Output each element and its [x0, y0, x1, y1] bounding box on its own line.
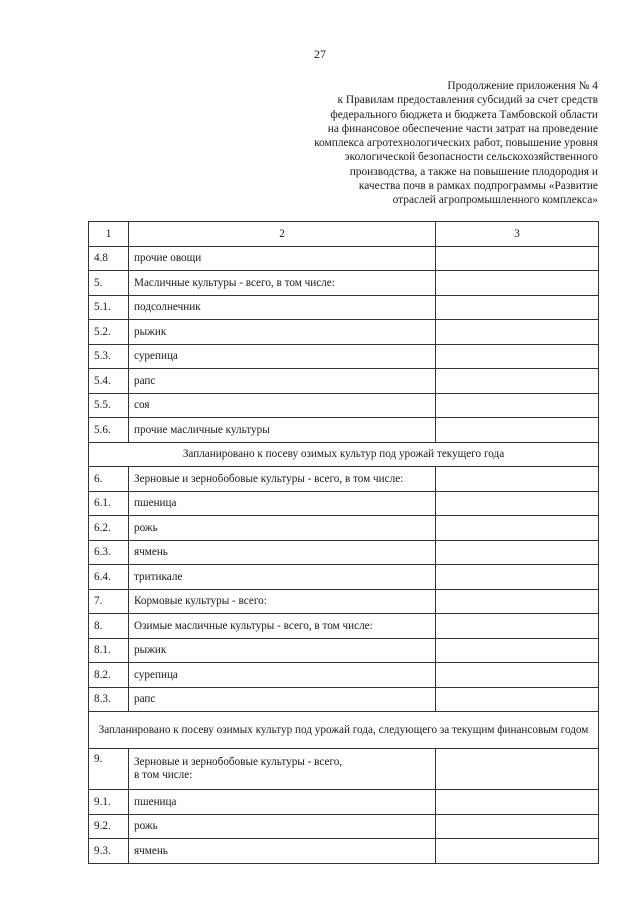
row-text: тритикале — [129, 565, 436, 590]
row-number: 6.4. — [89, 565, 129, 590]
table-row — [89, 814, 599, 839]
header-note-line: комплекса агротехнологических работ, повышение уровня — [314, 137, 598, 150]
table-row — [89, 516, 599, 541]
table-row — [89, 687, 599, 712]
table-row — [89, 540, 599, 565]
row-text: Кормовые культуры - всего: — [129, 589, 436, 614]
row-text-line: Зерновые и зернобобовые культуры - всего, — [134, 756, 343, 768]
row-text: рапс — [129, 687, 436, 712]
row-value — [436, 565, 599, 590]
row-value — [436, 344, 599, 369]
section-title: Запланировано к посеву озимых культур под урожай года, следующего за текущим финансовым годом — [89, 712, 599, 749]
table-row — [89, 369, 599, 394]
row-text — [129, 749, 436, 790]
table-row — [89, 638, 599, 663]
section-header-row — [89, 442, 599, 467]
row-value — [436, 540, 599, 565]
row-text: рожь — [129, 814, 436, 839]
row-number: 5.4. — [89, 369, 129, 394]
row-number: 8.1. — [89, 638, 129, 663]
row-value — [436, 790, 599, 815]
row-number: 8.3. — [89, 687, 129, 712]
table-row — [89, 467, 599, 492]
row-value — [436, 295, 599, 320]
row-value — [436, 393, 599, 418]
row-text: Озимые масличные культуры - всего, в том числе: — [129, 614, 436, 639]
table-row — [89, 565, 599, 590]
row-number: 6.2. — [89, 516, 129, 541]
row-text: прочие овощи — [129, 246, 436, 271]
row-value — [436, 749, 599, 790]
row-value — [436, 418, 599, 443]
row-number: 9.2. — [89, 814, 129, 839]
row-text: Масличные культуры - всего, в том числе: — [129, 271, 436, 296]
page-number: 27 — [314, 47, 326, 61]
row-value — [436, 839, 599, 864]
row-text-line: в том числе: — [134, 769, 193, 781]
column-header-3: 3 — [436, 222, 599, 247]
row-value — [436, 663, 599, 688]
row-value — [436, 814, 599, 839]
table-row — [89, 271, 599, 296]
row-number: 8.2. — [89, 663, 129, 688]
row-number: 9. — [89, 749, 129, 790]
row-number: 6.3. — [89, 540, 129, 565]
row-value — [436, 614, 599, 639]
header-note-line: на финансовое обеспечение части затрат на проведение — [327, 122, 598, 135]
section-title: Запланировано к посеву озимых культур под урожай текущего года — [89, 442, 599, 467]
row-text: рыжик — [129, 638, 436, 663]
table-row — [89, 418, 599, 443]
header-note-line: Продолжение приложения № 4 — [447, 80, 598, 92]
row-text: сурепица — [129, 344, 436, 369]
table-row — [89, 790, 599, 815]
header-note-line: производства, а также на повышение плодородия и — [349, 165, 598, 178]
row-text: рожь — [129, 516, 436, 541]
row-value — [436, 467, 599, 492]
table-row — [89, 839, 599, 864]
table-row — [89, 749, 599, 790]
row-number: 6. — [89, 467, 129, 492]
row-text: рапс — [129, 369, 436, 394]
row-number: 7. — [89, 589, 129, 614]
table-row — [89, 614, 599, 639]
row-text: сурепица — [129, 663, 436, 688]
appendix-header-note — [258, 79, 598, 208]
header-note-line: отраслей агропромышленного комплекса» — [392, 194, 598, 207]
row-number: 5.1. — [89, 295, 129, 320]
row-number: 9.1. — [89, 790, 129, 815]
row-text: прочие масличные культуры — [129, 418, 436, 443]
row-value — [436, 589, 599, 614]
row-value — [436, 491, 599, 516]
column-header-2: 2 — [129, 222, 436, 247]
header-note-line: качества почв в рамках подпрограммы «Развитие — [358, 180, 598, 193]
table-row — [89, 663, 599, 688]
row-text: пшеница — [129, 491, 436, 516]
row-number: 5.5. — [89, 393, 129, 418]
table-row — [89, 393, 599, 418]
row-value — [436, 638, 599, 663]
row-text: соя — [129, 393, 436, 418]
row-text: пшеница — [129, 790, 436, 815]
row-value — [436, 246, 599, 271]
table-row — [89, 344, 599, 369]
table-row — [89, 589, 599, 614]
row-number: 8. — [89, 614, 129, 639]
row-text: ячмень — [129, 839, 436, 864]
crops-table — [88, 221, 599, 864]
row-number: 6.1. — [89, 491, 129, 516]
header-note-line: экологической безопасности сельскохозяйственного — [344, 151, 598, 164]
header-note-line: к Правилам предоставления субсидий за счет средств — [337, 94, 598, 107]
table-row — [89, 491, 599, 516]
table-row — [89, 320, 599, 345]
row-number: 4.8 — [89, 246, 129, 271]
row-value — [436, 320, 599, 345]
crops-table-body — [89, 222, 599, 864]
row-value — [436, 687, 599, 712]
table-row — [89, 246, 599, 271]
row-value — [436, 516, 599, 541]
column-header-1: 1 — [89, 222, 129, 247]
section-header-row — [89, 712, 599, 749]
row-text: Зерновые и зернобобовые культуры - всего, в том числе: — [129, 467, 436, 492]
row-number: 5.6. — [89, 418, 129, 443]
table-row — [89, 295, 599, 320]
row-number: 5.2. — [89, 320, 129, 345]
row-text: ячмень — [129, 540, 436, 565]
row-text: рыжик — [129, 320, 436, 345]
row-number: 5. — [89, 271, 129, 296]
header-note-line: федерального бюджета и бюджета Тамбовской области — [330, 108, 598, 121]
row-value — [436, 369, 599, 394]
row-number: 5.3. — [89, 344, 129, 369]
table-header-row — [89, 222, 599, 247]
row-number: 9.3. — [89, 839, 129, 864]
row-value — [436, 271, 599, 296]
row-text: подсолнечник — [129, 295, 436, 320]
